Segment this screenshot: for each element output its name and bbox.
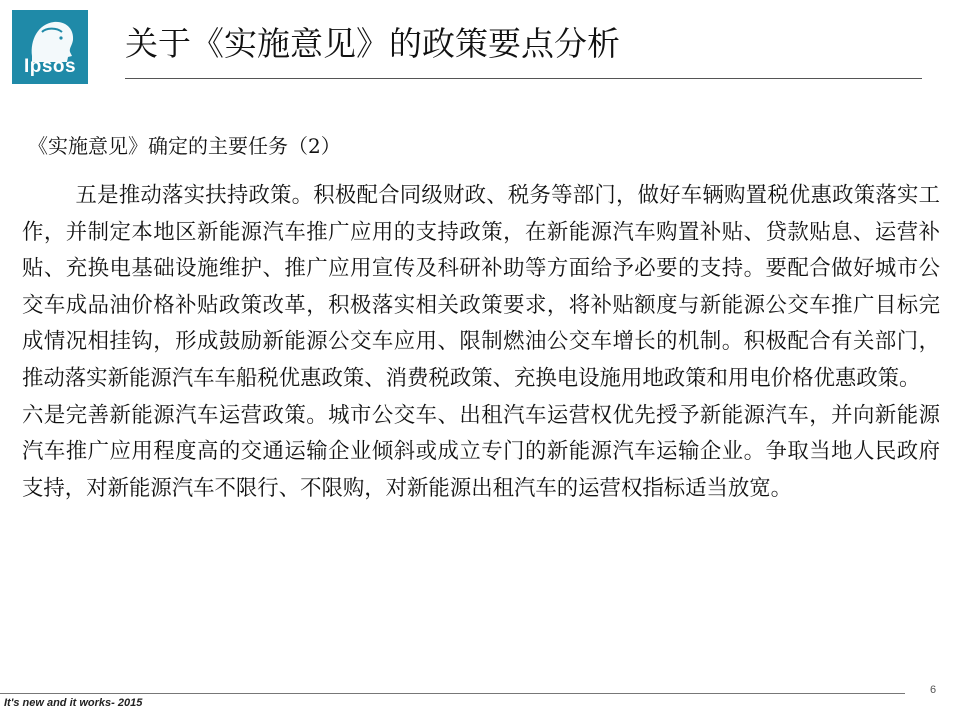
section-heading: 《实施意见》确定的主要任务（2） xyxy=(28,134,341,158)
paragraph-operation-policy: 六是完善新能源汽车运营政策。城市公交车、出租汽车运营权优先授予新能源汽车，并向新能源汽车推广应用程度高的交通运输企业倾斜或成立专门的新能源汽车运输企业。争取当地人民政府支持，对新能源汽车不限行、不限购，对新能源出租汽车的运营权指标适当放宽。 xyxy=(22,402,940,501)
page-title: 关于《实施意见》的政策要点分析 xyxy=(125,24,620,63)
title-divider xyxy=(125,78,922,79)
ipsos-logo xyxy=(12,10,88,84)
footer-divider xyxy=(0,693,905,694)
body-text xyxy=(22,178,940,507)
footer-tagline: It's new and it works- 2015 xyxy=(4,697,143,709)
paragraph-policy-support: 五是推动落实扶持政策。积极配合同级财政、税务等部门，做好车辆购置税优惠政策落实工作，并制定本地区新能源汽车推广应用的支持政策，在新能源汽车购置补贴、贷款贴息、运营补贴、充换电基础设施维护、推广应用宣传及科研补助等方面给予必要的支持。要配合做好城市公交车成品油价格补贴政策改革，积极落实相关政策要求，将补贴额度与新能源公交车推广目标完成情况相挂钩，形成鼓励新能源公交车应用、限制燃油公交车增长的机制。积极配合有关部门，推动落实新能源汽车车船税优惠政策、消费税政策、充换电设施用地政策和用电价格优惠政策。 xyxy=(22,183,940,391)
page-number: 6 xyxy=(930,684,937,696)
logo-text: Ipsos xyxy=(23,56,77,77)
